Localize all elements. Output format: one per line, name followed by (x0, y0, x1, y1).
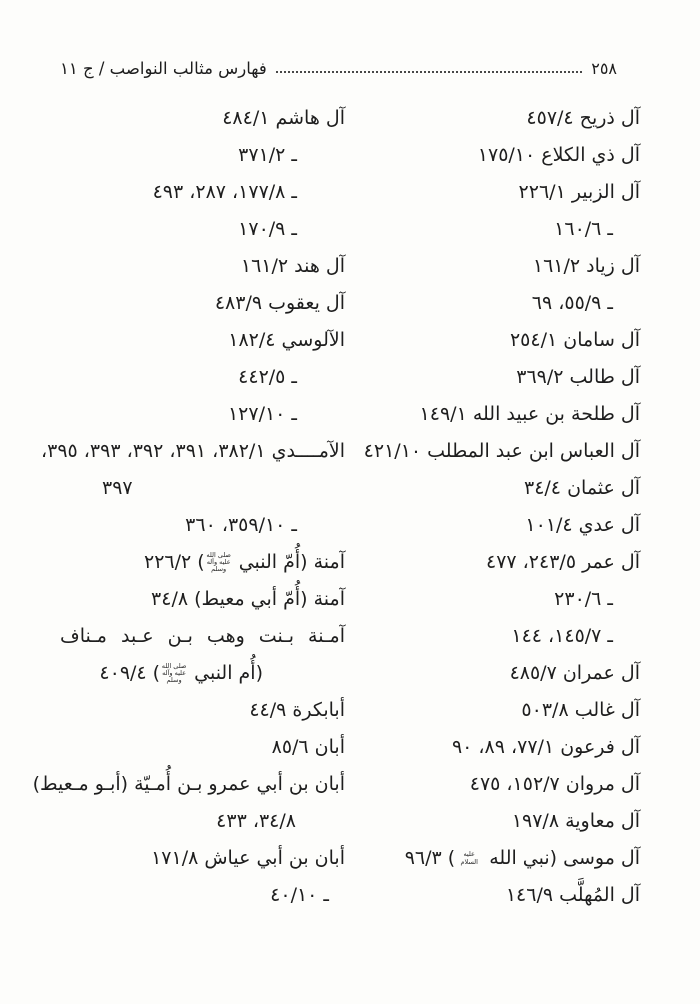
entry-text: أبان ٨٥/٦ (271, 736, 345, 758)
entry-text: ـ ٤٠/١٠ (270, 884, 329, 906)
entry-text: آل غالب ٥٠٣/٨ (521, 699, 640, 721)
index-entry-continuation (60, 470, 345, 507)
index-subentry (410, 618, 613, 655)
index-entry (410, 877, 640, 914)
entry-text: ـ ٣٥٩/١٠، ٣٦٠ (185, 514, 297, 536)
index-entry (40, 433, 345, 470)
index-entry (60, 729, 345, 766)
index-entry (410, 248, 640, 285)
index-subentry (60, 396, 297, 433)
entry-text: ) ٤٠٩/٤ (99, 662, 161, 684)
entry-text: ـ ١٤٥/٧، ١٤٤ (511, 625, 613, 647)
entry-text: آل معاوية ١٩٧/٨ (511, 810, 640, 832)
entry-text: ـ ١٦٠/٦ (554, 218, 613, 240)
entry-text: أبان بن أبي عمرو بـن أُمـيّة (أبـو مـعيط) (32, 773, 345, 795)
index-subentry (410, 581, 613, 618)
index-subentry (410, 285, 613, 322)
index-entry (410, 507, 640, 544)
entry-text: (أُم النبي (188, 662, 263, 684)
entry-text: ) ٢٢٦/٢ (143, 551, 205, 573)
index-entry (410, 322, 640, 359)
page-header (60, 44, 640, 78)
index-entry (60, 840, 345, 877)
entry-text: آل هاشم ٤٨٤/١ (222, 107, 345, 129)
index-entry (60, 618, 345, 655)
index-entry (60, 581, 345, 618)
entry-text: ـ ٣٧١/٢ (238, 144, 297, 166)
entry-text: آل طلحة بن عبيد الله ١٤٩/١ (419, 403, 640, 425)
index-column-right (363, 100, 640, 914)
entry-text: ) ٩٦/٣ (404, 847, 456, 869)
index-entry (60, 248, 345, 285)
entry-text: آمـنة بـنت وهب بـن عـبد مـناف (60, 625, 345, 647)
index-subentry (60, 507, 297, 544)
index-entry (363, 433, 640, 470)
entry-text: ـ ١٢٧/١٠ (227, 403, 297, 425)
honorific-mark: صلى الله عليه وآله وسلم (161, 661, 187, 684)
entry-text: آل عمر ٢٤٣/٥، ٤٧٧ (486, 551, 640, 573)
index-entry (60, 100, 345, 137)
entry-text: ٣٩٧ (102, 477, 133, 499)
header-dot-leader (276, 71, 582, 73)
index-entry (60, 544, 345, 581)
index-subentry (60, 211, 297, 248)
entry-text: آل سامان ٢٥٤/١ (509, 329, 640, 351)
index-subentry (60, 137, 297, 174)
entry-text: أبان بن أبي عياش ١٧١/٨ (151, 847, 345, 869)
entry-text: آمنة (أُمّ النبي (232, 551, 345, 573)
entry-text: أبابكرة ٤٤/٩ (249, 699, 345, 721)
honorific-mark: صلى الله عليه وآله وسلم (206, 550, 231, 573)
index-entry-continuation (60, 655, 263, 692)
index-entry (410, 174, 640, 211)
entry-text: آل عدي ١٠١/٤ (525, 514, 640, 536)
index-entry (410, 100, 640, 137)
index-subentry (60, 359, 297, 396)
index-entry (410, 544, 640, 581)
entry-text: آمنة (أُمّ أبي معيط) ٣٤/٨ (151, 588, 345, 610)
entry-text: آل الزبير ٢٢٦/١ (518, 181, 640, 203)
entry-text: الآمــــدي ٣٨٢/١، ٣٩١، ٣٩٢، ٣٩٣، ٣٩٥، (40, 440, 345, 462)
index-entry (410, 766, 640, 803)
entry-text: ـ ٤٤٢/٥ (238, 366, 297, 388)
header-title: فهارس مثالب النواصب / ج ١١ (60, 59, 267, 78)
entry-text: آل عثمان ٣٤/٤ (524, 477, 640, 499)
entry-text: ـ ١٧٠/٩ (238, 218, 297, 240)
index-entry (32, 766, 345, 803)
entry-text: آل موسى (نبي الله (483, 847, 640, 869)
entry-text: آل فرعون ٧٧/١، ٨٩، ٩٠ (451, 736, 640, 758)
index-subentry (60, 174, 297, 211)
entry-text: آل عمران ٤٨٥/٧ (509, 662, 640, 684)
entry-text: ـ ٥٥/٩، ٦٩ (531, 292, 613, 314)
entry-text: آل ذريح ٤٥٧/٤ (526, 107, 640, 129)
entry-text: ـ ١٧٧/٨، ٢٨٧، ٤٩٣ (152, 181, 297, 203)
entry-text: آل هند ١٦١/٢ (240, 255, 345, 277)
index-entry (60, 692, 345, 729)
index-column-left (32, 100, 345, 914)
entry-text: آل ذي الكلاع ١٧٥/١٠ (477, 144, 640, 166)
honorific-mark: عليه السلام (460, 850, 478, 866)
entry-text: الآلوسي ١٨٢/٤ (228, 329, 345, 351)
entry-text: آل المُهلَّب ١٤٦/٩ (505, 884, 640, 906)
entry-text: آل زياد ١٦١/٢ (532, 255, 640, 277)
entry-text: آل طالب ٣٦٩/٢ (516, 366, 640, 388)
index-entry (60, 285, 345, 322)
index-subentry (60, 877, 329, 914)
entry-text: آل مروان ١٥٢/٧، ٤٧٥ (469, 773, 640, 795)
entry-text: ٣٤/٨، ٤٣٣ (216, 810, 296, 832)
index-entry (410, 729, 640, 766)
index-entry (410, 692, 640, 729)
index-entry (410, 396, 640, 433)
index-entry (410, 803, 640, 840)
index-entry (410, 470, 640, 507)
index-entry (404, 840, 640, 877)
index-subentry (410, 211, 613, 248)
index-entry (410, 137, 640, 174)
index-entry (410, 359, 640, 396)
entry-text: ـ ٢٣٠/٦ (554, 588, 613, 610)
header-page-number: ٢٥٨ (591, 59, 617, 78)
index-entry-continuation (60, 803, 296, 840)
entry-text: آل يعقوب ٤٨٣/٩ (214, 292, 345, 314)
index-entry (410, 655, 640, 692)
entry-text: آل العباس ابن عبد المطلب ٤٢١/١٠ (363, 440, 640, 462)
index-entry (60, 322, 345, 359)
